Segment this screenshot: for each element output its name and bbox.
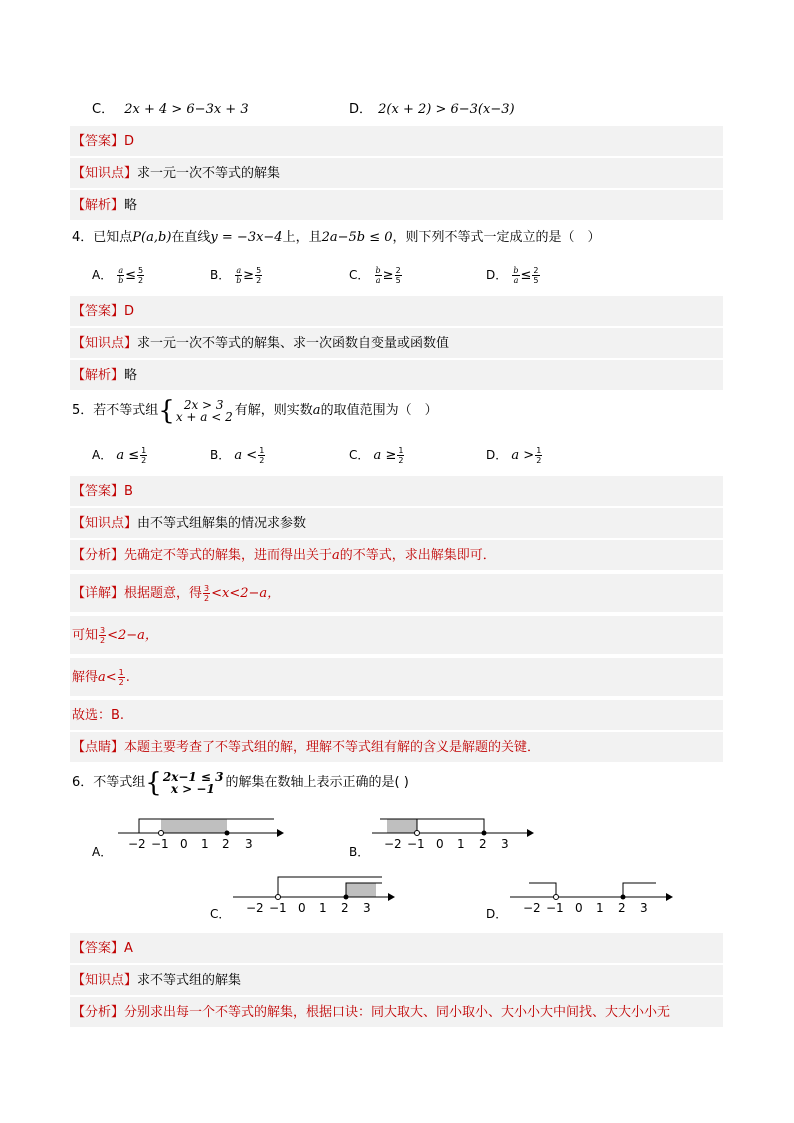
operator: ≥ [385, 448, 397, 463]
operator: ≤ [128, 448, 140, 463]
number-line-c [210, 877, 395, 921]
tick-label: 2 [222, 837, 230, 851]
question-number: 4． [72, 230, 94, 245]
system-line: x > −1 [170, 781, 215, 796]
tick-label: 1 [201, 837, 209, 851]
operator: ≤ [125, 268, 137, 283]
q6-knowledge [72, 972, 241, 990]
number-line-a [92, 819, 284, 859]
knowledge-tag: 【知识点】 [72, 166, 138, 181]
answer-value: D [124, 134, 135, 149]
solution-shading [387, 819, 417, 833]
denominator: 2 [100, 636, 106, 645]
option-label: A． [92, 448, 113, 462]
question-number: 5． [72, 403, 94, 418]
option-text: 2x + 4 > 6−3x + 3 [124, 102, 249, 117]
option-label: D． [486, 907, 508, 921]
open-point [554, 895, 559, 900]
answer-band [70, 933, 723, 963]
stem-text: 上，且 [282, 230, 322, 245]
q6-answer [72, 940, 133, 958]
arrow-icon [527, 829, 534, 837]
solution-bracket-left [529, 883, 556, 897]
numerator: b [375, 266, 381, 275]
option-label: C． [349, 268, 370, 282]
closed-point [225, 831, 230, 836]
stem-text: 的解集在数轴上表示正确的是( ) [225, 775, 409, 790]
stem-text: 已知点 [93, 230, 133, 245]
option-var: a [234, 448, 243, 463]
tick-label: 3 [501, 837, 509, 851]
option-label: B． [349, 845, 370, 859]
open-point [159, 831, 164, 836]
solution-bracket-right [417, 819, 484, 833]
option-label: B． [210, 448, 231, 462]
tick-label: 3 [363, 901, 371, 915]
stem-text: ，则下列不等式一定成立的是（ ） [392, 230, 601, 245]
numerator: 3 [204, 584, 210, 593]
fenxi-text: 先确定不等式的解集，进而得出关于 [124, 548, 333, 563]
system-line: x + a < 2 [175, 409, 233, 424]
numerator: 1 [398, 446, 404, 455]
stem-var: a [312, 403, 321, 418]
stem-text: 的取值范围为（ ） [320, 403, 438, 418]
knowledge-text: 求一元一次不等式的解集 [137, 166, 281, 181]
solution-bracket-right [623, 883, 656, 897]
arrow-icon [666, 893, 673, 901]
denominator: 2 [256, 276, 262, 285]
option-label: B． [210, 268, 231, 282]
denominator: 5 [395, 276, 401, 285]
tick-label: 0 [436, 837, 444, 851]
denominator: 2 [118, 678, 124, 687]
operator: ≥ [382, 268, 394, 283]
option-label: A． [92, 845, 113, 859]
tick-label: −1 [269, 901, 287, 915]
option-label: C． [92, 102, 115, 117]
dianjing-tag: 【点睛】 [72, 740, 125, 755]
numerator: 5 [256, 266, 262, 275]
denominator: 2 [259, 456, 265, 465]
fenxi-tag: 【分析】 [72, 548, 125, 563]
stem-text: 有解，则实数 [234, 403, 313, 418]
analysis-tag: 【解析】 [72, 368, 125, 383]
stem-text: 若不等式组 [93, 403, 159, 418]
analysis-text: 略 [124, 198, 138, 213]
detail-math: <2−a， [107, 628, 158, 643]
numerator: 1 [141, 446, 147, 455]
knowledge-tag: 【知识点】 [72, 516, 138, 531]
denominator: 2 [138, 276, 144, 285]
closed-point [482, 831, 487, 836]
option-var: a [511, 448, 520, 463]
stem-line: y = −3x−4 [210, 230, 283, 245]
answer-value: D [124, 304, 135, 319]
closed-point [621, 895, 626, 900]
numerator: 5 [138, 266, 144, 275]
numerator: a [236, 266, 242, 275]
denominator: 2 [536, 456, 542, 465]
question-number: 6． [72, 775, 94, 790]
fenxi-tag: 【分析】 [72, 1005, 125, 1020]
detail-text: 解得 [72, 670, 99, 685]
detail-text: 根据题意，得 [124, 586, 203, 601]
tick-label: 3 [640, 901, 648, 915]
tick-label: 1 [457, 837, 465, 851]
denominator: 2 [204, 594, 210, 603]
denominator: 2 [398, 456, 404, 465]
option-var: a [373, 448, 382, 463]
arrow-icon [388, 893, 395, 901]
detail-text: . [125, 670, 130, 685]
brace-icon: { [158, 395, 175, 426]
stem-condition: 2a−5b ≤ 0 [321, 230, 393, 245]
tick-label: 3 [245, 837, 253, 851]
stem-text: 不等式组 [93, 775, 146, 790]
arrow-icon [277, 829, 284, 837]
option-label: C． [349, 448, 370, 462]
tick-label: 2 [341, 901, 349, 915]
denominator: a [513, 276, 519, 285]
answer-tag: 【答案】 [72, 484, 125, 499]
q5-choice: 故选：B. [72, 708, 125, 723]
detail-tag: 【详解】 [72, 586, 125, 601]
tick-label: −1 [546, 901, 564, 915]
tick-label: 2 [479, 837, 487, 851]
fenxi-text: 分别求出每一个不等式的解集，根据口诀：同大取大、同小取小、大小小大中间找、大大小小无 [124, 1005, 671, 1020]
operator: ≤ [520, 268, 532, 283]
tick-label: 0 [180, 837, 188, 851]
numerator: 2 [395, 266, 401, 275]
option-label: D． [486, 448, 508, 462]
open-point [276, 895, 281, 900]
option-label: D． [486, 268, 508, 282]
tick-label: −2 [246, 901, 264, 915]
numerator: 1 [259, 446, 265, 455]
operator: < [246, 448, 258, 463]
knowledge-tag: 【知识点】 [72, 336, 138, 351]
knowledge-text: 求一元一次不等式的解集、求一次函数自变量或函数值 [137, 336, 450, 351]
detail-math: a< [98, 670, 117, 685]
tick-label: 0 [298, 901, 306, 915]
operator: ≥ [243, 268, 255, 283]
detail-math: <x<2−a， [211, 586, 281, 601]
knowledge-text: 由不等式组解集的情况求参数 [137, 516, 307, 531]
answer-tag: 【答案】 [72, 134, 125, 149]
detail-text: 可知 [72, 628, 99, 643]
tick-label: −1 [407, 837, 425, 851]
tick-label: 2 [618, 901, 626, 915]
system-line: 2x−1 ≤ 3 [162, 769, 224, 784]
tick-label: 0 [575, 901, 583, 915]
option-text: 2(x + 2) > 6−3(x−3) [378, 102, 515, 117]
option-label: C． [210, 907, 231, 921]
answer-tag: 【答案】 [72, 304, 125, 319]
option-var: a [116, 448, 125, 463]
tick-label: 1 [319, 901, 327, 915]
system-line: 2x > 3 [183, 397, 224, 412]
numerator: 1 [536, 446, 542, 455]
stem-point: P(a,b) [132, 230, 172, 245]
fenxi-text: 的不等式，求出解集即可． [339, 548, 496, 563]
analysis-tag: 【解析】 [72, 198, 125, 213]
number-line-b [349, 819, 534, 859]
tick-label: −2 [128, 837, 146, 851]
denominator: 2 [141, 456, 147, 465]
denominator: 5 [533, 276, 539, 285]
tick-label: −1 [151, 837, 169, 851]
operator: > [523, 448, 535, 463]
tick-label: 1 [596, 901, 604, 915]
answer-tag: 【答案】 [72, 941, 125, 956]
numerator: 3 [100, 626, 106, 635]
denominator: a [375, 276, 381, 285]
numerator: 1 [118, 668, 124, 677]
open-point [415, 831, 420, 836]
answer-value: B [124, 484, 133, 499]
tick-label: −2 [523, 901, 541, 915]
solution-shading [346, 883, 376, 897]
fenxi-var: a [332, 548, 340, 563]
option-label: A． [92, 268, 113, 282]
denominator: b [118, 276, 124, 285]
option-label: D． [349, 102, 373, 117]
numerator: 2 [533, 266, 539, 275]
tick-label: −2 [384, 837, 402, 851]
knowledge-text: 求不等式组的解集 [137, 973, 242, 988]
answer-value: A [124, 941, 133, 956]
number-line-d [486, 883, 673, 921]
stem-text: 在直线 [171, 230, 211, 245]
brace-icon: { [145, 767, 162, 798]
knowledge-tag: 【知识点】 [72, 973, 138, 988]
solution-shading [161, 819, 227, 833]
q6-fenxi [72, 1004, 670, 1022]
analysis-text: 略 [124, 368, 138, 383]
numerator: a [118, 266, 124, 275]
dianjing-text: 本题主要考查了不等式组的解，理解不等式组有解的含义是解题的关键． [124, 740, 541, 755]
numerator: b [513, 266, 519, 275]
closed-point [344, 895, 349, 900]
denominator: b [236, 276, 242, 285]
